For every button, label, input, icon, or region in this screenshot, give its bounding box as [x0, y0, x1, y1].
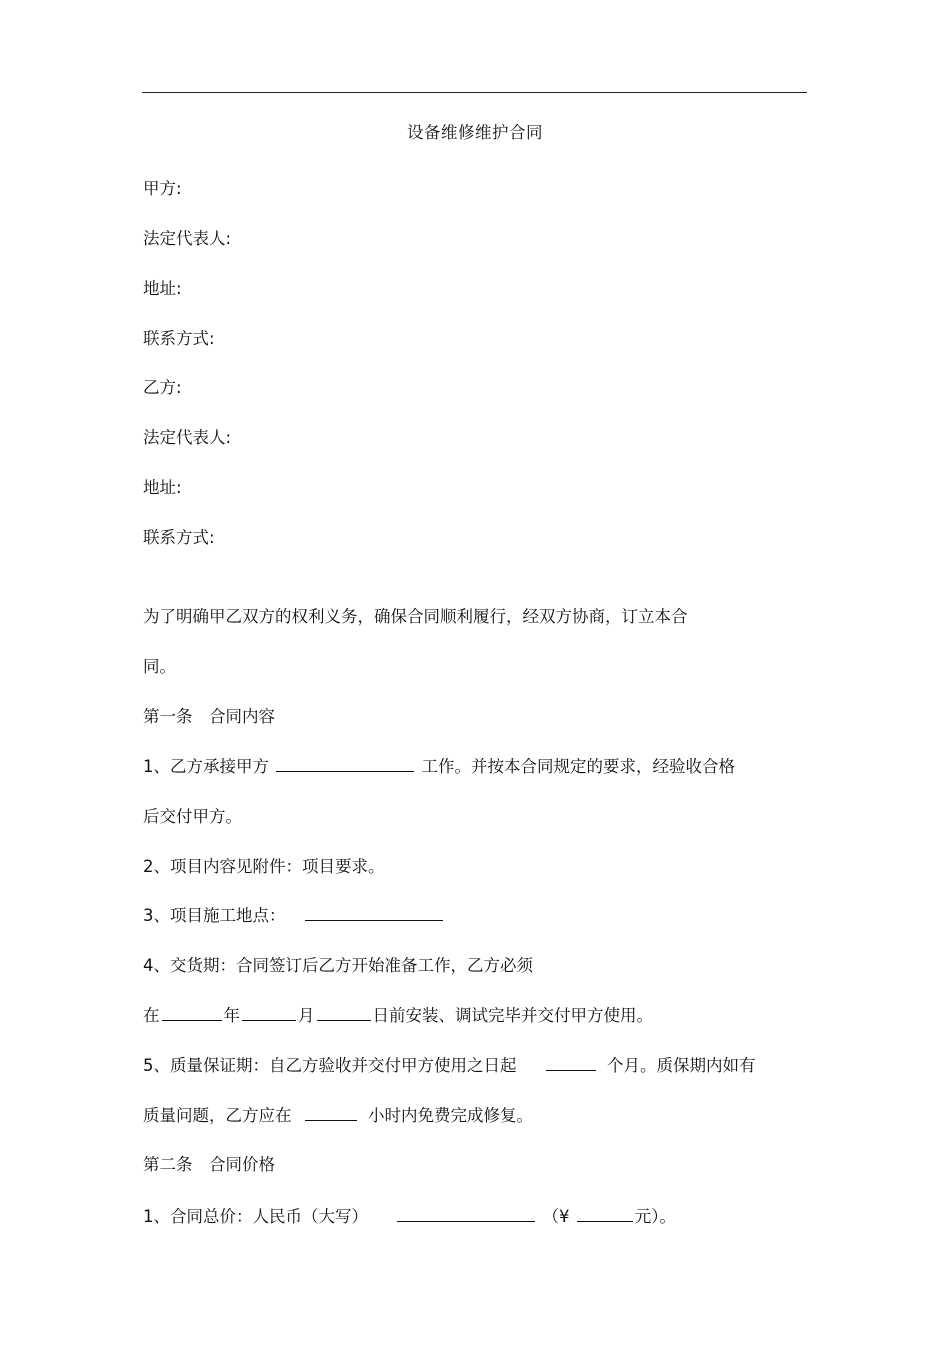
blank-month — [242, 1006, 296, 1021]
clause-1-4-year: 年 — [223, 1006, 240, 1025]
article-2-heading: 第二条 合同价格 — [143, 1155, 275, 1174]
clause-1-3 — [143, 905, 445, 927]
clause-1-4-in: 在 — [143, 1006, 160, 1025]
party-b-contact: 联系方式: — [143, 528, 215, 547]
blank-amount-words — [397, 1207, 535, 1222]
party-b-address: 地址: — [143, 478, 182, 497]
clause-1-5-cont-lead: 质量问题，乙方应在 — [143, 1106, 292, 1125]
clause-1-4-day: 日前安装、调试完毕并交付甲方使用。 — [372, 1006, 653, 1025]
blank-year — [162, 1006, 222, 1021]
clause-2-1-yuan-close: 元）。 — [634, 1207, 676, 1226]
header-rule — [142, 92, 807, 93]
party-a-address: 地址: — [143, 279, 182, 298]
blank-hours — [305, 1106, 357, 1121]
blank-months — [546, 1056, 596, 1071]
clause-1-4-month: 月 — [298, 1006, 315, 1025]
clause-1-1-lead: 1、乙方承接甲方 — [143, 757, 269, 776]
blank-day — [317, 1006, 371, 1021]
clause-1-4: 4、交货期：合同签订后乙方开始准备工作，乙方必须 — [143, 956, 533, 975]
clause-2-1-yuan-open: （¥ — [542, 1207, 570, 1226]
clause-1-3-lead: 3、项目施工地点： — [143, 906, 286, 925]
party-a-name: 甲方: — [143, 179, 182, 198]
clause-1-5-tail: 个月。质保期内如有 — [607, 1056, 756, 1075]
party-b-representative: 法定代表人: — [143, 428, 232, 447]
clause-1-5-lead: 5、质量保证期：自乙方验收并交付甲方使用之日起 — [143, 1056, 517, 1075]
article-1-heading: 第一条 合同内容 — [143, 707, 275, 726]
blank-site — [305, 906, 443, 921]
blank-amount-figures — [577, 1207, 633, 1222]
document-title: 设备维修维护合同 — [407, 123, 543, 142]
party-a-contact: 联系方式: — [143, 329, 215, 348]
clause-2-1 — [143, 1206, 676, 1228]
preamble-line-2: 同。 — [143, 657, 176, 676]
clause-1-5-cont-tail: 小时内免费完成修复。 — [368, 1106, 533, 1125]
party-a-representative: 法定代表人: — [143, 229, 232, 248]
clause-1-1-tail: 工作。并按本合同规定的要求，经验收合格 — [421, 757, 735, 776]
clause-1-5-cont — [143, 1105, 533, 1127]
clause-1-1 — [143, 756, 735, 778]
clause-2-1-lead: 1、合同总价：人民币（大写） — [143, 1207, 368, 1226]
party-b-name: 乙方: — [143, 378, 182, 397]
clause-1-2: 2、项目内容见附件：项目要求。 — [143, 857, 385, 876]
clause-1-1-cont: 后交付甲方。 — [143, 807, 242, 826]
clause-1-5 — [143, 1055, 756, 1077]
preamble-line-1: 为了明确甲乙双方的权利义务，确保合同顺利履行，经双方协商，订立本合 — [143, 607, 688, 626]
clause-1-4-cont — [143, 1005, 653, 1027]
blank-work-item — [276, 757, 414, 772]
